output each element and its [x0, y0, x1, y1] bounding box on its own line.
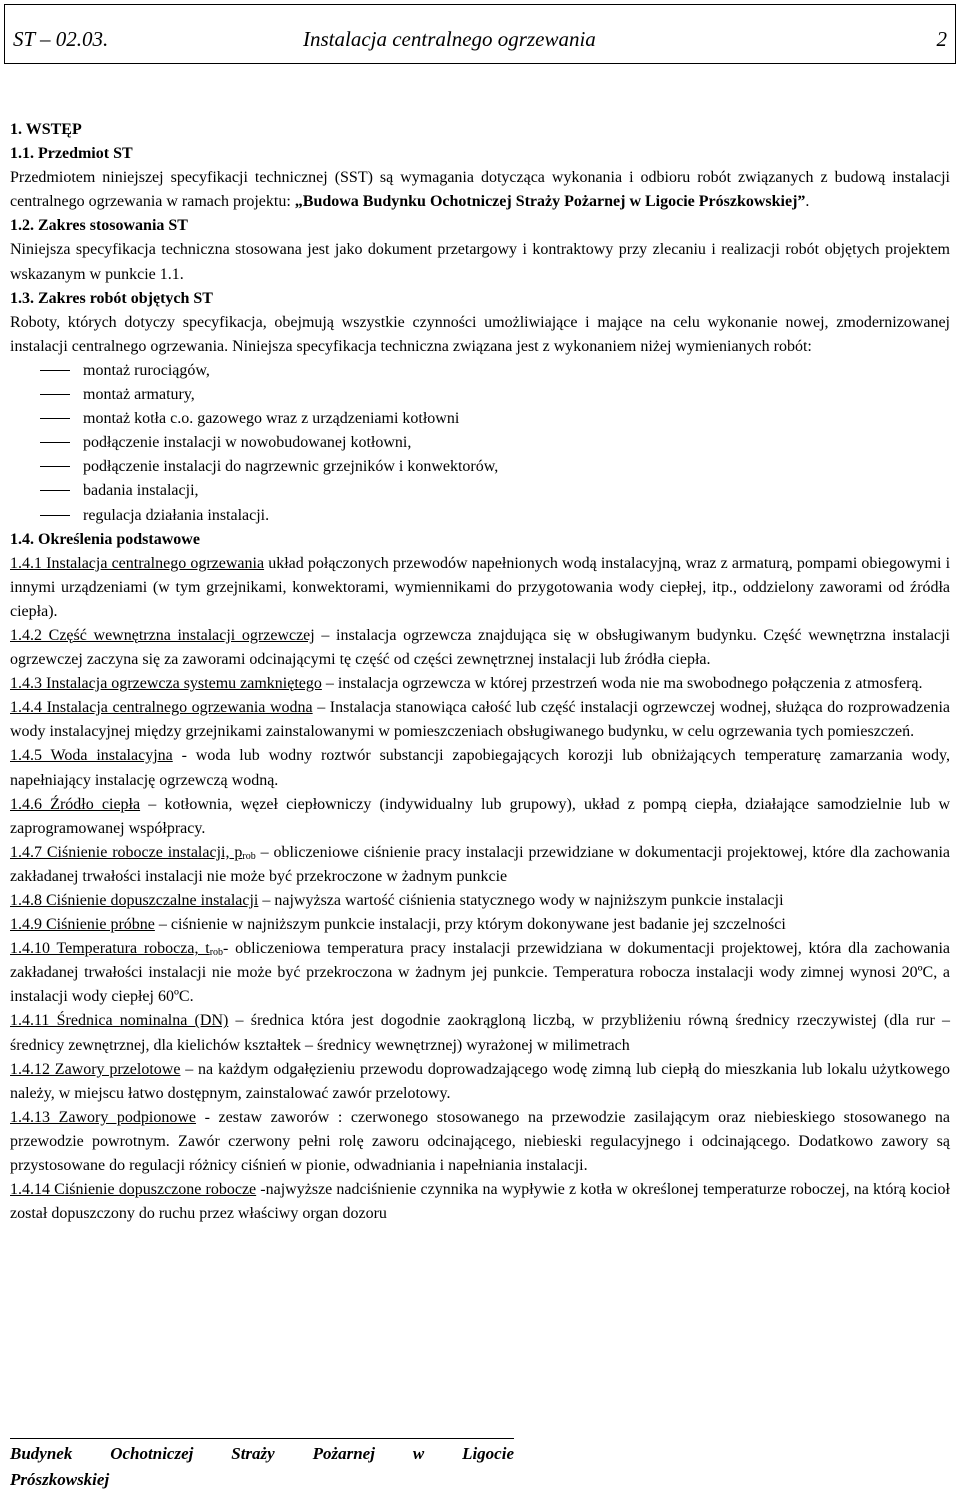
definition-1-4-13: 1.4.13 Zawory podpionowe - zestaw zaworów : czerwonego stosowanego na przewodzie zasilającym oraz niebieskiego stosowanego na przewodzie powrotnym. Zawór czerwony pełni rolę zaworu odcinającego, niebieski regulacyjnego i odcinającego. Dodatkowo zawory są przystosowane do regulacji różnicy ciśnień w pionie, odwadniania i napełniania instalacji. [10, 1108, 950, 1175]
paragraph-subject: Przedmiotem niniejszej specyfikacji technicznej (SST) są wymagania dotycząca wykonania i odbioru robót związanych z budową instalacji centralnego ogrzewania w ramach projektu: „Budowa Budynku Ochotniczej Straży Pożarnej w Ligocie Prószkowskiej”. [10, 169, 950, 211]
definition-1-4-3: 1.4.3 Instalacja ogrzewcza systemu zamkniętego – instalacja ogrzewcza w której przestrzeń woda nie ma swobodnego połączenia z atmosferą. [10, 675, 923, 693]
definition-term: 1.4.9 Ciśnienie próbne [10, 916, 155, 934]
definition-1-4-7: 1.4.7 Ciśnienie robocze instalacji, $p_{rob}$ – obliczeniowe ciśnienie pracy instalacji przewidziane w dokumentacji projektowej, które dla zachowania zakładanej trwałości instalacji nie może być przekroczone w żadnym punkcie [10, 843, 950, 885]
list-item: regulacja działania instalacji. [10, 504, 950, 528]
list-item: montaż rurociągów, [10, 359, 950, 383]
subscript: rob [209, 947, 224, 959]
definition-1-4-14: 1.4.14 Ciśnienie dopuszczone robocze -najwyższe nadciśnienie czynnika na wypływie z kotła w określonej temperaturze roboczej, na którą kocioł został dopuszczony do ruchu przez właściwy organ dozoru [10, 1181, 950, 1223]
section-heading-1-3: 1.3. Zakres robót objętych ST [10, 289, 213, 307]
footer-line-1: Budynek Ochotniczej Straży Pożarnej w Ligocie [10, 1444, 514, 1463]
project-name: „Budowa Budynku Ochotniczej Straży Pożarnej w Ligocie Prószkowskiej” [294, 193, 806, 211]
definition-term: 1.4.5 Woda instalacyjna [10, 747, 173, 765]
page-footer [10, 1438, 514, 1493]
definition-1-4-2: 1.4.2 Część wewnętrzna instalacji ogrzewczej – instalacja ogrzewcza znajdująca się w obsługiwanym budynku. Część wewnętrzna instalacji ogrzewczej zaczyna się za zaworami odcinającymi tę część od części zewnętrznej instalacji lub źródła ciepła. [10, 626, 950, 669]
definition-1-4-11: 1.4.11 Średnica nominalna (DN) – średnica która jest dogodnie zaokrągloną liczbą, w przybliżeniu równą średnicy rzeczywistej (dla rur – średnicy zewnętrznej, dla kielichów kształtek – średnicy wewnętrznej) wyrażonej w milimetrach [10, 1012, 951, 1054]
definition-term: 1.4.2 Część wewnętrzna instalacji ogrzewczej [10, 626, 315, 644]
list-item: podłączenie instalacji w nowobudowanej kotłowni, [10, 431, 950, 455]
page-header [4, 4, 956, 64]
definition-term: 1.4.10 Temperatura robocza, $t_{rob}$ [10, 940, 224, 959]
document-code: ST – 02.03. [13, 27, 109, 51]
list-item: badania instalacji, [10, 479, 950, 503]
definition-term: 1.4.1 Instalacja centralnego ogrzewania [10, 554, 265, 572]
section-heading-1: 1. WSTĘP [10, 121, 82, 138]
subscript: rob [242, 850, 256, 862]
footer-line-2: Prószkowskiej [10, 1470, 110, 1489]
document-body [10, 118, 950, 1226]
definition-1-4-6: 1.4.6 Źródło ciepła – kotłownia, węzeł ciepłowniczy (indywidualny lub grupowy), układ z pompą ciepła, działające samodzielnie lub w zaprogramowanej współpracy. [10, 795, 950, 837]
definition-1-4-4: 1.4.4 Instalacja centralnego ogrzewania wodna – Instalacja stanowiąca całość lub część instalacji ogrzewczej wodnej, służąca do rozprowadzenia wody instalacyjnej między grzejnikami zainstalowanymi w pomieszczeniach obsługiwanego budynku, w celu ogrzewania tych pomieszczeń. [10, 699, 950, 741]
definition-term: 1.4.3 Instalacja ogrzewcza systemu zamkniętego [10, 675, 322, 693]
definition-term: 1.4.13 Zawory podpionowe [10, 1108, 197, 1126]
list-item: montaż armatury, [10, 383, 950, 407]
definition-1-4-12: 1.4.12 Zawory przelotowe – na każdym odgałęzieniu przewodu doprowadzającego wodę zimną lub ciepłą do mieszkania lub lokalu użytkowego należy, w miejscu łatwo dostępnym, zainstalować zawór przelotowy. [10, 1060, 951, 1102]
works-list [10, 359, 950, 528]
list-item: montaż kotła c.o. gazowego wraz z urządzeniami kotłowni [10, 407, 950, 431]
page-number: 2 [936, 27, 947, 51]
definition-term: 1.4.14 Ciśnienie dopuszczone robocze [10, 1181, 257, 1199]
section-heading-1-4: 1.4. Określenia podstawowe [10, 530, 200, 548]
section-heading-1-2: 1.2. Zakres stosowania ST [10, 217, 188, 235]
list-item: podłączenie instalacji do nagrzewnic grzejników i konwektorów, [10, 455, 950, 479]
definition-1-4-9: 1.4.9 Ciśnienie próbne – ciśnienie w najniższym punkcie instalacji, przy którym dokonywane jest badanie jej szczelności [10, 916, 786, 934]
paragraph-scope-of-works: Roboty, których dotyczy specyfikacja, obejmują wszystkie czynności umożliwiające i mające na celu wykonanie nowej, zmodernizowanej instalacji centralnego ogrzewania. Niniejsza specyfikacja techniczna związana jest z wykonaniem niżej wymienianych robót: [10, 313, 950, 355]
definition-term: 1.4.6 Źródło ciepła [10, 795, 141, 813]
definition-term: 1.4.7 Ciśnienie robocze instalacji, $p_{rob}$ [10, 843, 256, 862]
definition-1-4-5: 1.4.5 Woda instalacyjna - woda lub wodny roztwór substancji zapobiegających korozji lub obniżających temperaturę zamarzania wody, napełniający instalację ogrzewczą wodną. [10, 747, 951, 789]
definition-term: 1.4.12 Zawory przelotowe [10, 1060, 181, 1078]
definition-term: 1.4.4 Instalacja centralnego ogrzewania wodna [10, 699, 313, 717]
document-title: Instalacja centralnego ogrzewania [303, 27, 596, 51]
paragraph-scope-of-use: Niniejsza specyfikacja techniczna stosowana jest jako dokument przetargowy i kontraktowy przy zlecaniu i realizacji robót objętych projektem wskazanym w punkcie 1.1. [10, 241, 950, 283]
definition-term: 1.4.11 Średnica nominalna (DN) [10, 1012, 229, 1030]
definition-1-4-8: 1.4.8 Ciśnienie dopuszczalne instalacji – najwyższa wartość ciśnienia statycznego wody w najniższym punkcie instalacji [10, 892, 784, 909]
section-heading-1-1: 1.1. Przedmiot ST [10, 145, 133, 163]
definition-1-4-1: 1.4.1 Instalacja centralnego ogrzewania układ połączonych przewodów napełnionych wodą instalacyjną, wraz z armaturą, pompami obiegowymi i innymi urządzeniami (w tym grzejnikami, konwektorami, wymiennikami do przygotowania wody ciepłej, itp., oddzielony zaworami od źródła ciepła). [10, 554, 951, 620]
definition-term: 1.4.8 Ciśnienie dopuszczalne instalacji [10, 892, 259, 909]
definition-1-4-10: 1.4.10 Temperatura robocza, $t_{rob}-$ obliczeniowa temperatura pracy instalacji przewidziana w dokumentacji projektowej, która dla zachowania zakładanej trwałości instalacji nie może być przekroczona w żadnym jej punkcie. Temperatura robocza instalacji wody zimnej wynosi 20ºC, a instalacji wody ciepłej 60ºC. [10, 940, 950, 1006]
